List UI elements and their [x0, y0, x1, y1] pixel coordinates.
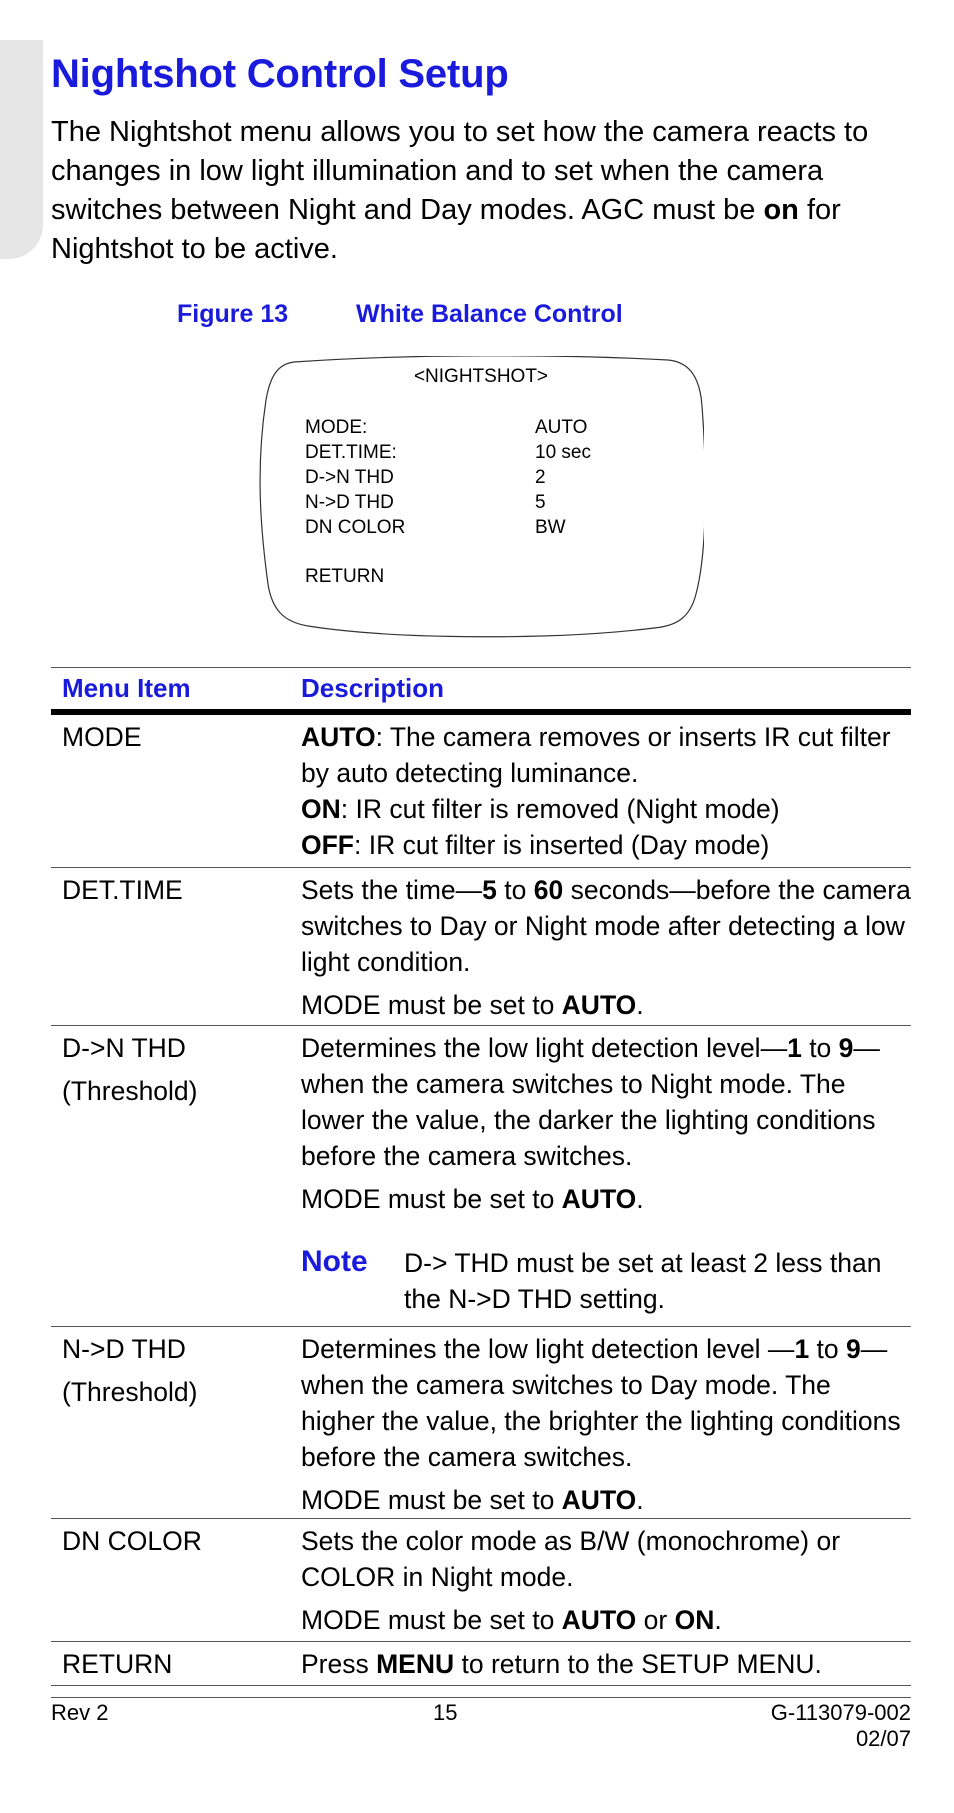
- desc-text: Determines the low light detection level —: [301, 1334, 795, 1364]
- bold-term: 9: [846, 1334, 861, 1364]
- osd-row-det-time: [305, 440, 591, 465]
- desc-line: [301, 791, 911, 827]
- table-row-nd-thd: [51, 1327, 911, 1519]
- desc-text: Determines the low light detection level—: [301, 1033, 788, 1063]
- bold-term: AUTO: [301, 722, 376, 752]
- bold-term: 1: [787, 1033, 802, 1063]
- note-block: [301, 1242, 911, 1317]
- osd-value: 2: [535, 467, 546, 488]
- osd-title: <NIGHTSHOT>: [413, 366, 549, 387]
- desc-line: [301, 1646, 911, 1682]
- figure-number: Figure 13: [177, 300, 289, 328]
- bold-term: AUTO: [561, 1485, 637, 1515]
- osd-key: MODE:: [305, 417, 368, 438]
- desc-text: to return to the SETUP MENU.: [454, 1649, 822, 1679]
- doc-date: 02/07: [855, 1726, 911, 1751]
- osd-value: 10 sec: [535, 442, 591, 463]
- desc-text: .: [714, 1605, 722, 1635]
- osd-row-mode: [305, 415, 591, 440]
- desc-text: to: [801, 1033, 839, 1063]
- intro-text-end: for Nightshot to be active.: [51, 194, 841, 265]
- row-description: [301, 1327, 911, 1518]
- row-item: DN COLOR: [62, 1526, 202, 1556]
- row-item: DET.TIME: [62, 875, 183, 905]
- desc-line: [301, 872, 911, 980]
- requirement-line: [301, 1482, 911, 1518]
- header-menu-item: Menu Item: [62, 673, 191, 703]
- row-description: [301, 1519, 911, 1641]
- menu-table: [51, 667, 911, 1686]
- note-text: D-> THD must be set at least 2 less than the N->D THD setting.: [404, 1248, 882, 1314]
- desc-text: MODE must be set to: [301, 1485, 562, 1515]
- desc-text: : IR cut filter is removed (Night mode): [340, 794, 780, 824]
- osd-menu: [305, 415, 591, 540]
- bold-term: 5: [482, 875, 497, 905]
- bold-term: AUTO: [561, 990, 637, 1020]
- osd-key: DET.TIME:: [305, 442, 397, 463]
- table-row-mode: [51, 715, 911, 868]
- bold-term: OFF: [301, 830, 354, 860]
- bold-term: ON: [674, 1605, 715, 1635]
- osd-row-dn-color: [305, 515, 591, 540]
- osd-key: DN COLOR: [305, 517, 406, 538]
- desc-text: seconds—before the camera switches to Day or Night mode after detecting a low light condition.: [301, 875, 911, 977]
- footer-doc-id: [771, 1700, 911, 1752]
- desc-text: .: [636, 1184, 644, 1214]
- row-item: RETURN: [62, 1649, 173, 1679]
- desc-line: [301, 827, 911, 863]
- bold-term: 1: [794, 1334, 810, 1364]
- bold-term: 60: [533, 875, 564, 905]
- requirement-line: [301, 1602, 911, 1638]
- header-description: Description: [301, 673, 445, 703]
- osd-key: D->N THD: [305, 467, 394, 488]
- footer-page-number: 15: [433, 1700, 458, 1725]
- desc-line: [301, 1030, 911, 1174]
- item-subtitle: (Threshold): [62, 1377, 198, 1407]
- row-description: [301, 1026, 911, 1326]
- table-row-return: [51, 1642, 911, 1686]
- desc-text: Press: [301, 1649, 377, 1679]
- note-label: Note: [301, 1245, 368, 1278]
- desc-text: —when the camera switches to Night mode. The lower the value, the darker the lighting conditions before the camera switches.: [301, 1033, 880, 1171]
- bold-term: AUTO: [561, 1184, 637, 1214]
- desc-text: to: [809, 1334, 847, 1364]
- desc-text: : IR cut filter is inserted (Day mode): [354, 830, 770, 860]
- table-row-det-time: [51, 868, 911, 1026]
- side-tab: [0, 40, 43, 259]
- osd-return: RETURN: [305, 566, 385, 587]
- desc-text: MODE must be set to: [301, 990, 562, 1020]
- osd-value: AUTO: [535, 417, 588, 438]
- footer-rule: [51, 1697, 911, 1698]
- osd-value: 5: [535, 492, 546, 513]
- desc-line: [301, 1331, 911, 1475]
- desc-text: MODE must be set to: [301, 1184, 562, 1214]
- bold-term: ON: [301, 794, 341, 824]
- bold-term: AUTO: [561, 1605, 637, 1635]
- desc-text: Sets the time—: [301, 875, 483, 905]
- desc-text: .: [636, 990, 644, 1020]
- osd-value: BW: [535, 517, 566, 538]
- row-item: [51, 1327, 301, 1518]
- bold-term: 9: [838, 1033, 854, 1063]
- item-subtitle: (Threshold): [62, 1076, 198, 1106]
- row-description: [301, 1642, 911, 1685]
- row-item: MODE: [62, 722, 142, 752]
- item-name: D->N THD: [62, 1033, 186, 1063]
- intro-bold: on: [763, 194, 799, 226]
- desc-line: Sets the color mode as B/W (monochrome) or COLOR in Night mode.: [301, 1526, 841, 1592]
- doc-number: G-113079-002: [770, 1700, 911, 1725]
- desc-line: [301, 719, 911, 791]
- table-header: [51, 668, 911, 715]
- intro-text: The Nightshot menu allows you to set how the camera reacts to changes in low light illumination and to set when the camera switches between Night and Day modes. AGC must be: [51, 116, 869, 226]
- item-name: N->D THD: [62, 1334, 186, 1364]
- row-description: [301, 868, 911, 1025]
- osd-row-nd-thd: [305, 490, 591, 515]
- bold-term: MENU: [376, 1649, 455, 1679]
- desc-text: MODE must be set to: [301, 1605, 562, 1635]
- desc-text: to: [496, 875, 534, 905]
- page-title: Nightshot Control Setup: [51, 52, 509, 96]
- requirement-line: [301, 987, 911, 1023]
- intro-paragraph: [51, 113, 911, 269]
- footer-revision: Rev 2: [51, 1700, 109, 1725]
- requirement-line: [301, 1181, 911, 1217]
- desc-text: —when the camera switches to Day mode. The higher the value, the brighter the lighting conditions before the camera switches.: [301, 1334, 901, 1472]
- row-item: [51, 1026, 301, 1326]
- row-description: [301, 715, 911, 867]
- osd-key: N->D THD: [305, 492, 394, 513]
- table-row-dn-color: [51, 1519, 911, 1642]
- desc-text: .: [636, 1485, 644, 1515]
- osd-row-dn-thd: [305, 465, 591, 490]
- figure-title: White Balance Control: [356, 300, 623, 328]
- table-row-dn-thd: [51, 1026, 911, 1327]
- desc-text: or: [636, 1605, 675, 1635]
- desc-text: : The camera removes or inserts IR cut filter by auto detecting luminance.: [301, 722, 891, 788]
